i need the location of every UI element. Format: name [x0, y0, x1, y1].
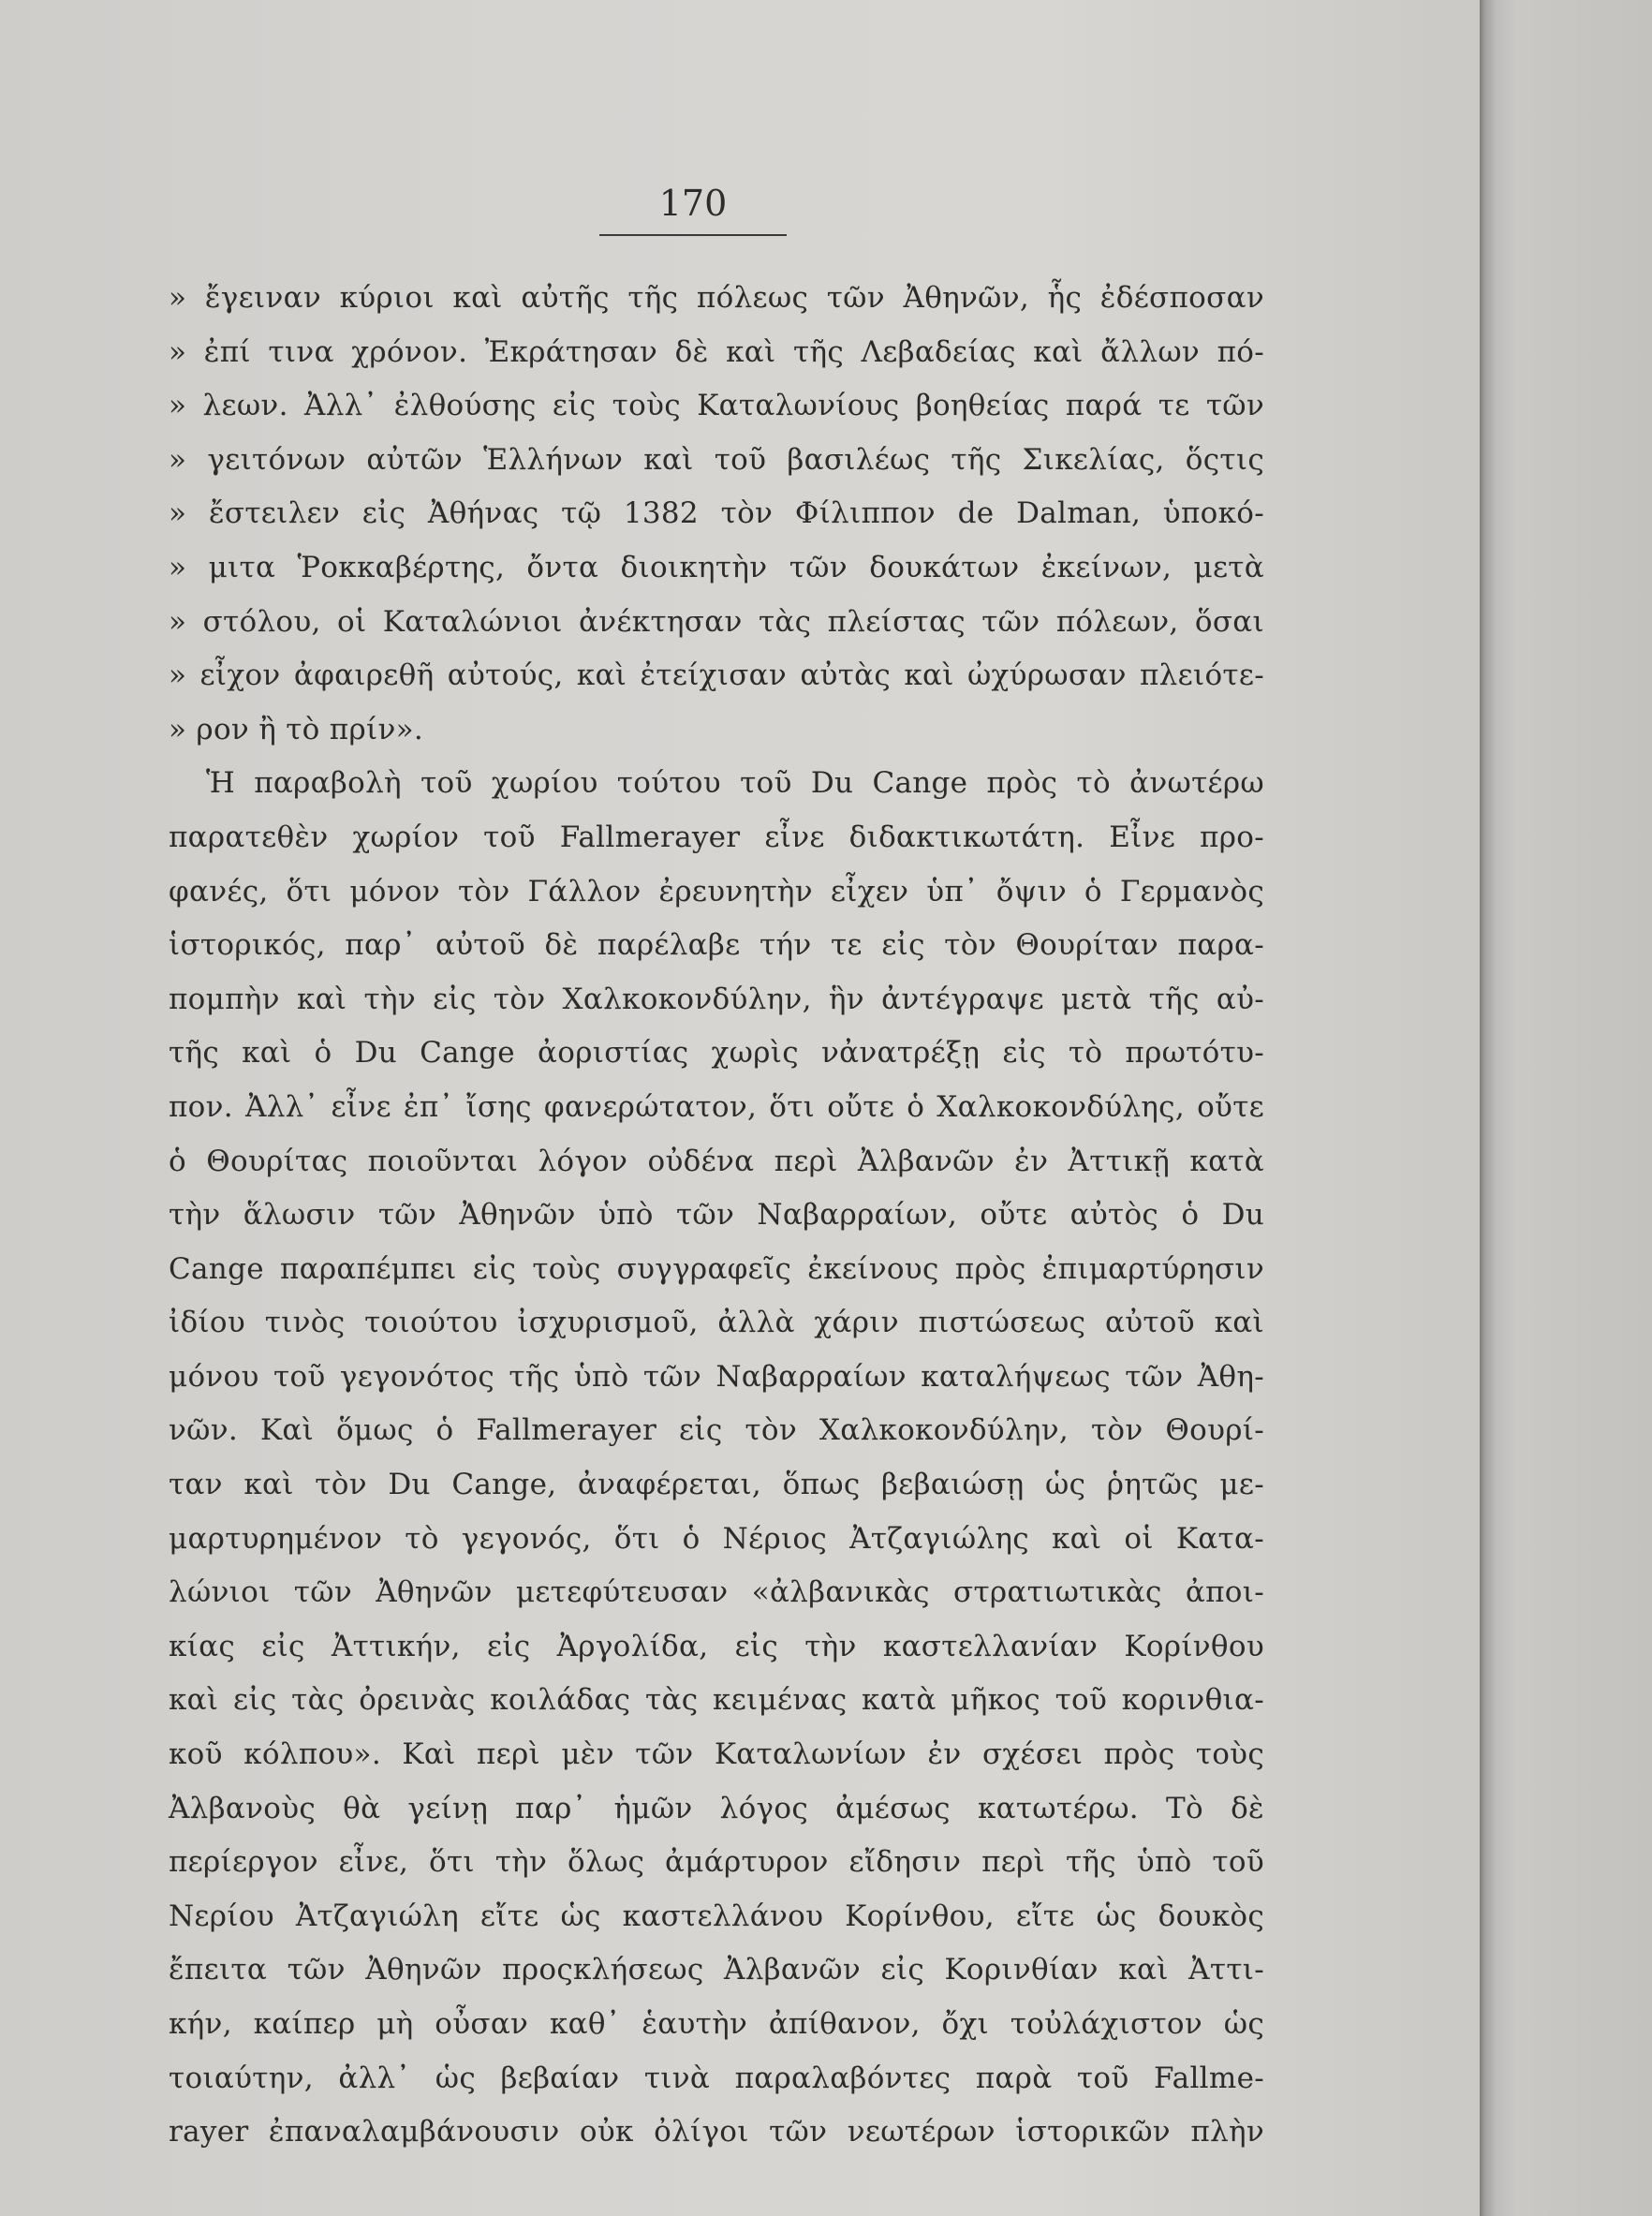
text-line: περίεργον εἶνε, ὅτι τὴν ὅλως ἀμάρτυρον εἴδησιν περὶ τῆς ὑπὸ τοῦ — [169, 1845, 1264, 1880]
text-line: νῶν. Καὶ ὅμως ὁ Fallmerayer εἰς τὸν Χαλκοκονδύλην, τὸν Θουρί- — [169, 1413, 1264, 1448]
text-line: τοιαύτην, ἀλλ᾽ ὡς βεβαίαν τινὰ παραλαβόντες παρὰ τοῦ Fallme- — [169, 2061, 1264, 2095]
text-line: ἰδίου τινὸς τοιούτου ἰσχυρισμοῦ, ἀλλὰ χάριν πιστώσεως αὐτοῦ καὶ — [169, 1306, 1264, 1340]
text-line: φανές, ὅτι μόνον τὸν Γάλλον ἐρευνητὴν εἶχεν ὑπ᾽ ὄψιν ὁ Γερμανὸς — [169, 874, 1264, 909]
text-line: τὴν ἅλωσιν τῶν Ἀθηνῶν ὑπὸ τῶν Ναβαρραίων, οὔτε αὐτὸς ὁ Du — [169, 1198, 1264, 1233]
text-line: μόνου τοῦ γεγονότος τῆς ὑπὸ τῶν Ναβαρραίων καταλήψεως τῶν Ἀθη- — [169, 1359, 1264, 1394]
text-line: ὁ Θουρίτας ποιοῦνται λόγον οὐδένα περὶ Ἀλβανῶν ἐν Ἀττικῇ κατὰ — [169, 1144, 1264, 1178]
text-line: κήν, καίπερ μὴ οὖσαν καθ᾽ ἑαυτὴν ἀπίθανον, ὄχι τοὐλάχιστον ὡς — [169, 2007, 1264, 2041]
text-line: Ἡ παραβολὴ τοῦ χωρίου τούτου τοῦ Du Cange πρὸς τὸ ἀνωτέρω — [206, 766, 1264, 801]
text-line: » ἐπί τινα χρόνον. Ἐκράτησαν δὲ καὶ τῆς Λεβαδείας καὶ ἄλλων πό- — [169, 334, 1264, 369]
text-line: λώνιοι τῶν Ἀθηνῶν μετεφύτευσαν «ἀλβανικὰς στρατιωτικὰς ἀποι- — [169, 1575, 1264, 1610]
text-line: rayer ἐπαναλαμβάνουσιν οὐκ ὀλίγοι τῶν νεωτέρων ἱστορικῶν πλὴν — [169, 2115, 1264, 2150]
text-line: καὶ εἰς τὰς ὀρεινὰς κοιλάδας τὰς κειμένας κατὰ μῆκος τοῦ κορινθια- — [169, 1683, 1264, 1718]
text-line: » ρον ἢ τὸ πρίν». — [169, 712, 424, 746]
text-line: τῆς καὶ ὁ Du Cange ἀοριστίας χωρὶς νἀνατρέξῃ εἰς τὸ πρωτότυ- — [169, 1036, 1264, 1071]
text-line: » μιτα Ῥοκκαβέρτης, ὄντα διοικητὴν τῶν δουκάτων ἐκείνων, μετὰ — [169, 550, 1264, 584]
text-line: παρατεθὲν χωρίον τοῦ Fallmerayer εἶνε διδακτικωτάτη. Εἶνε προ- — [169, 820, 1264, 854]
text-line: κοῦ κόλπου». Καὶ περὶ μὲν τῶν Καταλωνίων ἐν σχέσει πρὸς τοὺς — [169, 1737, 1264, 1772]
page-number: 170 — [658, 183, 728, 224]
text-line: » γειτόνων αὐτῶν Ἑλλήνων καὶ τοῦ βασιλέως τῆς Σικελίας, ὅςτις — [169, 442, 1264, 477]
text-line: » ἔγειναν κύριοι καὶ αὐτῆς τῆς πόλεως τῶν Ἀθηνῶν, ἧς ἐδέσποσαν — [169, 281, 1264, 315]
body-text — [169, 272, 1264, 2160]
header-rule — [599, 234, 787, 236]
text-line: πον. Ἀλλ᾽ εἶνε ἐπ᾽ ἴσης φανερώτατον, ὅτι οὔτε ὁ Χαλκοκονδύλης, οὔτε — [169, 1089, 1264, 1124]
text-line: » λεων. Ἀλλ᾽ ἐλθούσης εἰς τοὺς Καταλωνίους βοηθείας παρά τε τῶν — [169, 389, 1264, 423]
text-line: πομπὴν καὶ τὴν εἰς τὸν Χαλκοκονδύλην, ἣν ἀντέγραψε μετὰ τῆς αὐ- — [169, 982, 1264, 1016]
text-line: » στόλου, οἱ Καταλώνιοι ἀνέκτησαν τὰς πλείστας τῶν πόλεων, ὅσαι — [169, 604, 1264, 639]
text-line: » ἔστειλεν εἰς Ἀθήνας τῷ 1382 τὸν Φίλιππον de Dalman, ὑποκό- — [169, 496, 1264, 531]
text-line: κίας εἰς Ἀττικήν, εἰς Ἀργολίδα, εἰς τὴν καστελλανίαν Κορίνθου — [169, 1629, 1264, 1663]
book-binding-gutter — [1480, 0, 1652, 2216]
text-line: Cange παραπέμπει εἰς τοὺς συγγραφεῖς ἐκείνους πρὸς ἐπιμαρτύρησιν — [169, 1251, 1264, 1286]
text-line: μαρτυρημένον τὸ γεγονός, ὅτι ὁ Νέριος Ἀτζαγιώλης καὶ οἱ Κατα- — [169, 1521, 1264, 1556]
text-line: ἱστορικός, παρ᾽ αὐτοῦ δὲ παρέλαβε τήν τε εἰς τὸν Θουρίταν παρα- — [169, 928, 1264, 963]
text-line: Ἀλβανοὺς θὰ γείνῃ παρ᾽ ἡμῶν λόγος ἀμέσως κατωτέρω. Τὸ δὲ — [169, 1791, 1264, 1825]
text-line: Νερίου Ἀτζαγιώλη εἴτε ὡς καστελλάνου Κορίνθου, εἴτε ὡς δουκὸς — [169, 1898, 1264, 1933]
text-line: ταν καὶ τὸν Du Cange, ἀναφέρεται, ὅπως βεβαιώσῃ ὡς ῥητῶς με- — [169, 1468, 1264, 1502]
text-line: » εἶχον ἀφαιρεθῆ αὐτούς, καὶ ἐτείχισαν αὐτὰς καὶ ὠχύρωσαν πλειότε- — [169, 658, 1264, 693]
text-line: ἔπειτα τῶν Ἀθηνῶν προςκλήσεως Ἀλβανῶν εἰς Κορινθίαν καὶ Ἀττι- — [169, 1953, 1264, 1987]
